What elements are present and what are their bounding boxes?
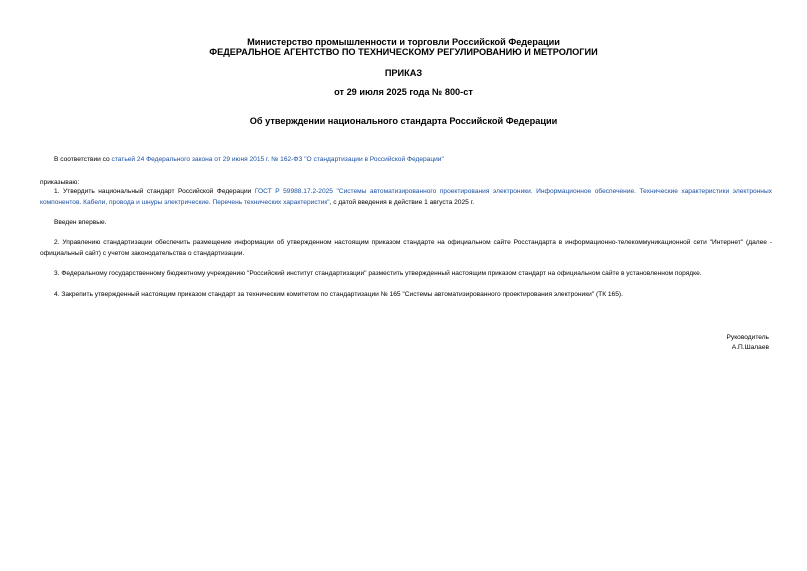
gost-standard-link[interactable]: ГОСТ Р 59988.17.2-2025 "Системы автоматизированного проектирования электроники. Информационное обеспечение. Технические характеристики электронных компонентов. Кабели, провода и шнуры электрические. Перечень технических характеристик" [40,188,772,206]
signature-name: А.П.Шалаев [731,344,769,351]
introduced-note: Введен впервые. [54,219,107,226]
date-number-heading: от 29 июля 2025 года № 800-ст [334,87,473,97]
signature-title: Руководитель [726,334,769,341]
ministry-heading: Министерство промышленности и торговли Российской Федерации [247,37,560,47]
paragraph-1-prefix: 1. Утвердить национальный стандарт Российской Федерации [54,188,255,195]
intro-paragraph [40,155,772,166]
agency-heading: ФЕДЕРАЛЬНОЕ АГЕНТСТВО ПО ТЕХНИЧЕСКОМУ РЕГУЛИРОВАНИЮ И МЕТРОЛОГИИ [209,47,598,57]
paragraph-3: 3. Федеральному государственному бюджетному учреждению "Российский институт стандартизации" разместить утвержденный настоящим приказом стандарт на официальном сайте в установленном порядке. [54,270,702,277]
paragraph-1 [40,187,772,208]
doc-type-heading: ПРИКАЗ [384,68,423,78]
paragraph-2: 2. Управлению стандартизации обеспечить размещение информации об утвержденном настоящим приказом стандарте на официальном сайте Росстандарта в информационно-телекоммуникационной сети "Интернет" (далее - официальный сайт) с учетом законодательства о стандартизации. [40,239,772,257]
subject-heading: Об утверждении национального стандарта Российской Федерации [249,116,558,126]
order-word: приказываю: [40,179,80,186]
paragraph-1-suffix: , с датой введения в действие 1 августа 2025 г. [329,198,475,206]
federal-law-link[interactable]: статьей 24 Федерального закона от 29 июня 2015 г. № 162-ФЗ "О стандартизации в Российской Федерации" [111,156,444,163]
intro-prefix: В соответствии со [54,156,112,163]
paragraph-4: 4. Закрепить утвержденный настоящим приказом стандарт за техническим комитетом по стандартизации № 165 "Системы автоматизированного проектирования электроники" (ТК 165). [54,291,623,298]
